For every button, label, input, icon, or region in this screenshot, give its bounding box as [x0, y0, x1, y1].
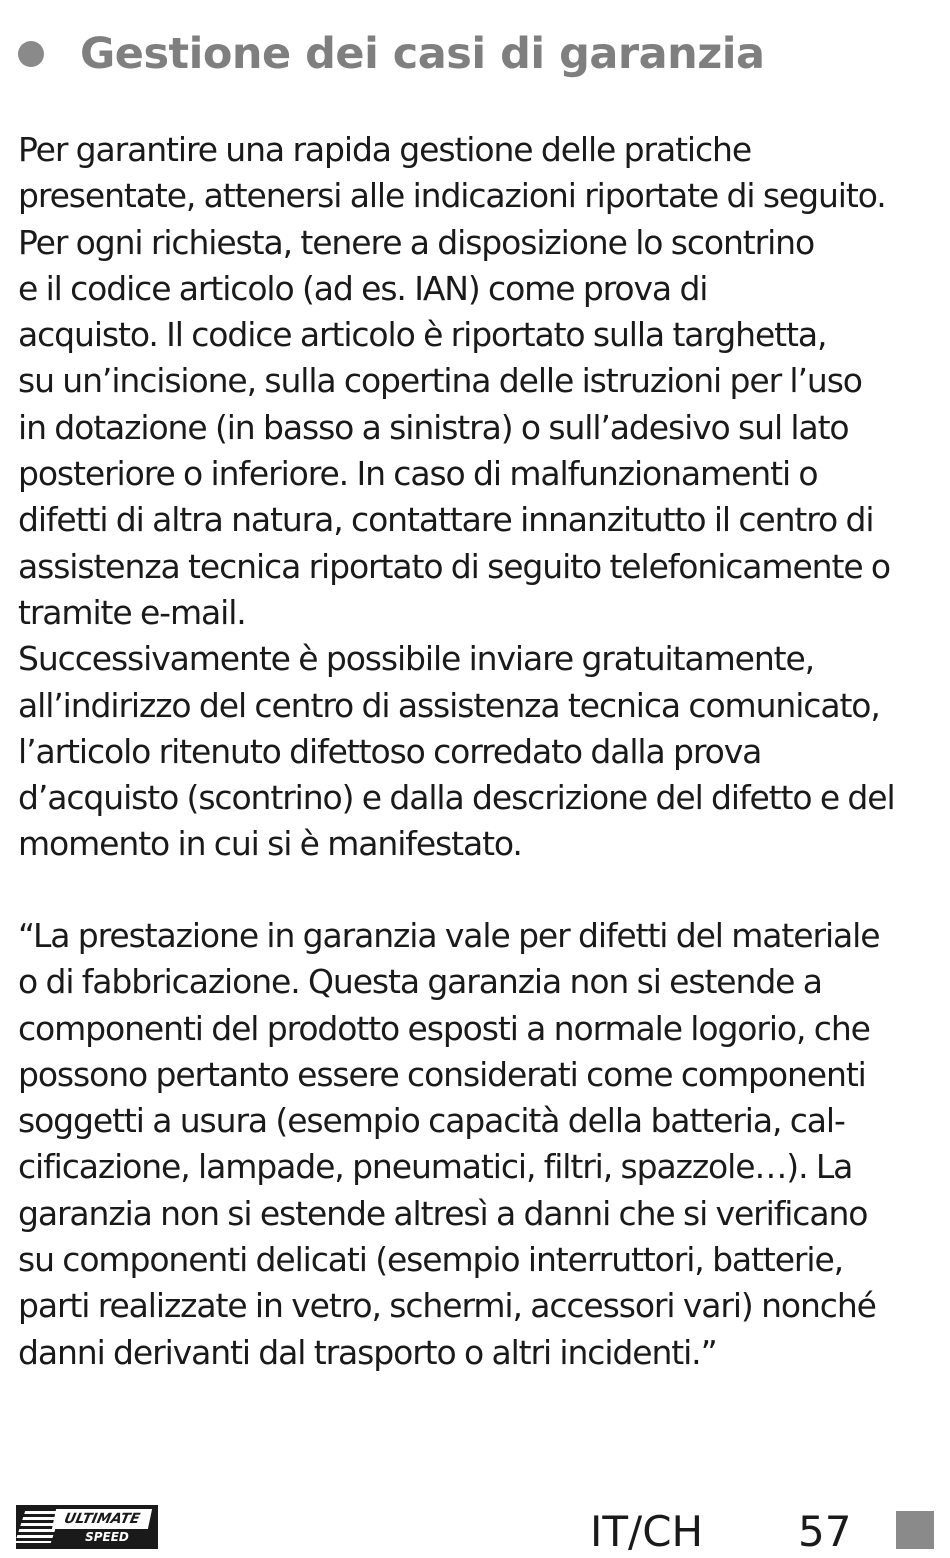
text-line: componenti del prodotto esposti a normale logorio, che [18, 1008, 870, 1048]
text-line: cificazione, lampade, pneumatici, filtri, spazzole…). La [18, 1147, 853, 1187]
text-line: acquisto. Il codice articolo è riportato sulla targhetta, [18, 315, 827, 355]
logo-text-bottom: SPEED [85, 1530, 129, 1544]
text-line: o di fabbricazione. Questa garanzia non si estende a [18, 962, 822, 1002]
section-heading [18, 26, 765, 82]
text-line: Per garantire una rapida gestione delle pratiche [18, 130, 752, 169]
text-line: presentate, attenersi alle indicazioni riportate di seguito. [18, 176, 886, 216]
page-number: 57 [798, 1507, 852, 1556]
logo-text-top: ULTIMATE [52, 1509, 152, 1529]
text-line: possono pertanto essere considerati come componenti [18, 1054, 866, 1094]
text-line: momento in cui si è manifestato. [18, 824, 522, 864]
text-line: Successivamente è possibile inviare gratuitamente, [18, 639, 815, 679]
text-line: su un’incisione, sulla copertina delle istruzioni per l’uso [18, 361, 862, 401]
text-line: difetti di altra natura, contattare innanzitutto il centro di [18, 500, 874, 540]
brand-logo [16, 1505, 158, 1549]
text-line: parti realizzate in vetro, schermi, accessori vari) nonché [18, 1286, 876, 1326]
text-line: tramite e-mail. [18, 592, 246, 632]
text-line: danni derivanti dal trasporto o altri incidenti.” [18, 1332, 717, 1372]
text-line: soggetti a usura (esempio capacità della batteria, cal- [18, 1101, 845, 1141]
text-line: garanzia non si estende altresì a danni che si verificano [18, 1193, 868, 1233]
text-line: d’acquisto (scontrino) e dalla descrizione del difetto e del [18, 778, 895, 818]
text-line: all’indirizzo del centro di assistenza tecnica comunicato, [18, 685, 880, 725]
text-line: “La prestazione in garanzia vale per difetti del materiale [18, 916, 880, 955]
text-line: Per ogni richiesta, tenere a disposizione lo scontrino [18, 222, 815, 262]
footer-language: IT/CH [590, 1507, 704, 1556]
text-line: assistenza tecnica riportato di seguito telefonicamente o [18, 546, 891, 586]
text-line: l’articolo ritenuto difettoso corredato dalla prova [18, 731, 762, 771]
page-marker-square-icon [896, 1511, 934, 1549]
text-line: posteriore o inferiore. In caso di malfunzionamenti o [18, 454, 818, 494]
text-line: e il codice articolo (ad es. IAN) come prova di [18, 268, 708, 308]
bullet-icon [18, 41, 44, 67]
paragraph-procedure [18, 127, 938, 868]
text-line: su componenti delicati (esempio interruttori, batterie, [18, 1240, 844, 1280]
section-title: Gestione dei casi di garanzia [80, 29, 765, 79]
paragraph-warranty-terms [18, 913, 938, 1376]
text-line: in dotazione (in basso a sinistra) o sull’adesivo sul lato [18, 407, 849, 447]
